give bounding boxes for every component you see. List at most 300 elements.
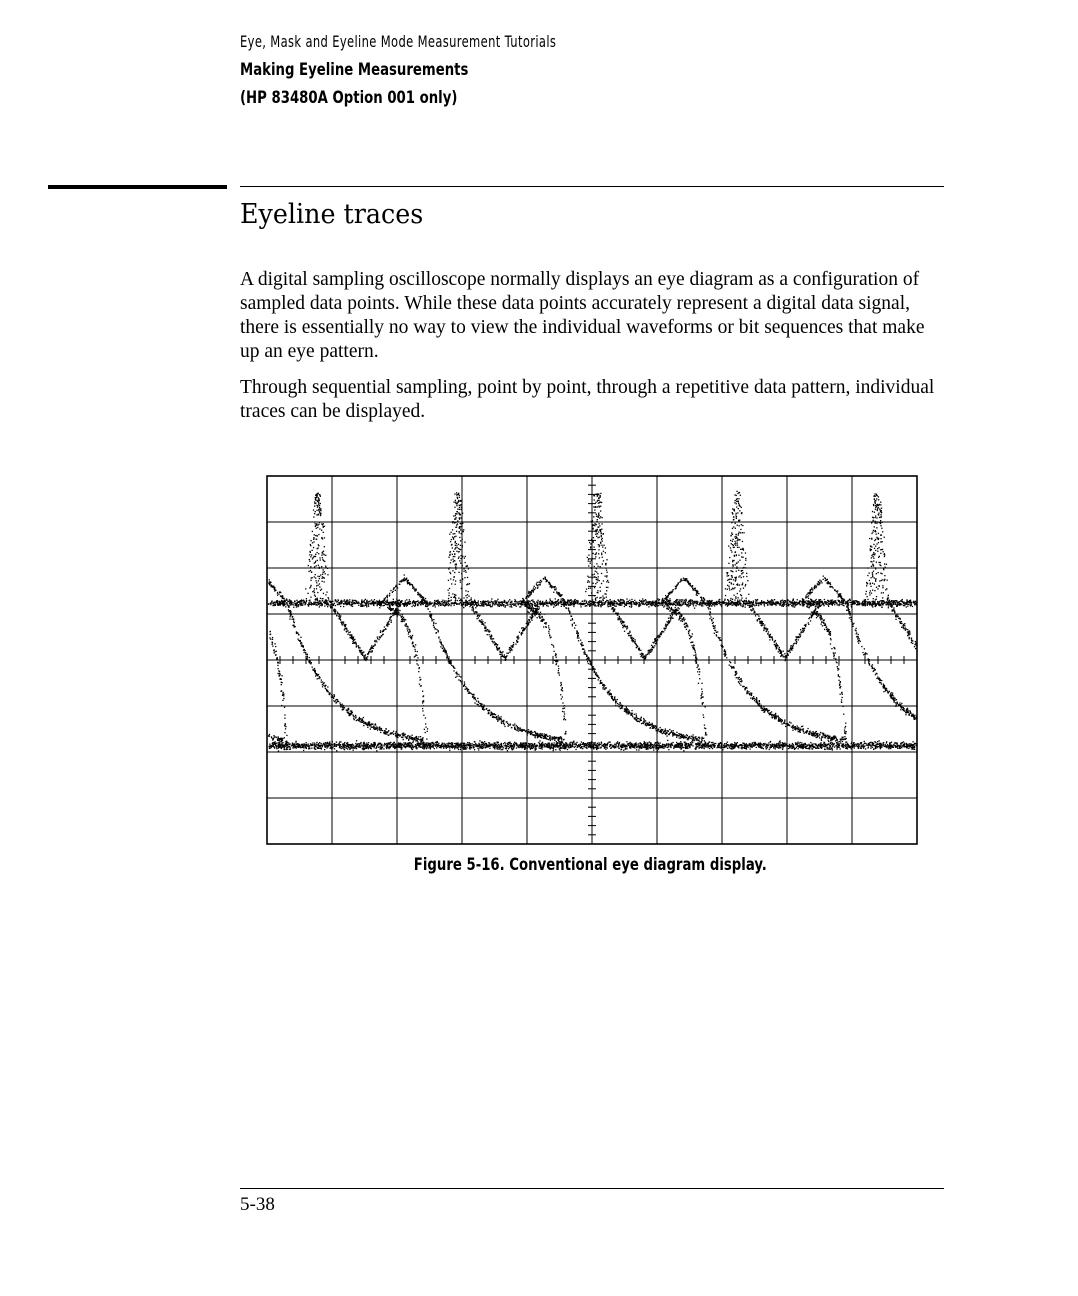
sample-point [495,600,496,601]
sample-point [451,742,452,743]
sample-point [814,747,815,748]
sample-point [353,600,354,601]
sample-point [862,601,863,602]
sample-point [356,740,357,741]
sample-point [509,606,510,607]
sample-point [662,744,663,745]
sample-point [516,744,517,745]
sample-point [693,601,694,602]
sample-point [568,600,569,601]
sample-point [872,747,873,748]
sample-point [293,747,294,748]
sample-point [693,605,694,606]
sample-point [646,749,647,750]
sample-point [614,602,615,603]
sample-point [452,744,453,745]
sample-point [676,601,677,602]
sample-point [652,602,653,603]
sample-point [825,603,826,604]
sample-point [875,746,876,747]
sample-point [310,743,311,744]
sample-point [404,602,405,603]
sample-point [685,602,686,603]
sample-point [674,746,675,747]
sample-point [791,602,792,603]
sample-point [441,601,442,602]
sample-point [646,605,647,606]
sample-point [393,602,394,603]
sample-point [442,743,443,744]
sample-point [649,741,650,742]
sample-point [538,606,539,607]
sample-point [546,602,547,603]
sample-point [593,744,594,745]
sample-point [435,606,436,607]
sample-point [351,604,352,605]
sample-point [324,601,325,602]
sample-point [596,746,597,747]
sample-point [371,599,372,600]
sample-point [829,749,830,750]
sample-point [504,602,505,603]
sample-point [626,601,627,602]
sample-point [379,607,380,608]
sample-point [795,743,796,744]
sample-point [616,606,617,607]
sample-point [682,747,683,748]
sample-point [732,605,733,606]
sample-point [782,604,783,605]
sample-point [902,745,903,746]
sample-point [539,746,540,747]
sample-point [629,600,630,601]
sample-point [775,602,776,603]
sample-point [457,742,458,743]
sample-point [507,602,508,603]
sample-point [293,602,294,603]
sample-point [727,605,728,606]
sample-point [854,747,855,748]
sample-point [510,602,511,603]
sample-point [906,743,907,744]
sample-point [412,742,413,743]
sample-point [292,745,293,746]
sample-point [459,600,460,601]
sample-point [356,601,357,602]
sample-point [455,602,456,603]
sample-point [577,603,578,604]
sample-point [273,744,274,745]
sample-point [301,603,302,604]
sample-point [764,744,765,745]
sample-point [466,745,467,746]
sample-point [338,600,339,601]
sample-point [339,603,340,604]
sample-point [386,743,387,744]
sample-point [578,746,579,747]
sample-point [793,598,794,599]
sample-point [464,602,465,603]
sample-point [798,603,799,604]
sample-point [618,745,619,746]
sample-point [524,742,525,743]
sample-point [617,741,618,742]
sample-point [355,747,356,748]
sample-point [841,600,842,601]
sample-point [909,743,910,744]
sample-point [366,605,367,606]
sample-point [872,602,873,603]
sample-point [481,744,482,745]
sample-point [513,605,514,606]
sample-point [665,746,666,747]
sample-point [776,605,777,606]
sample-point [368,601,369,602]
sample-point [769,749,770,750]
sample-point [454,748,455,749]
sample-point [913,744,914,745]
sample-point [423,604,424,605]
sample-point [672,742,673,743]
sample-point [904,744,905,745]
sample-point [344,742,345,743]
sample-point [565,745,566,746]
sample-point [756,605,757,606]
sample-point [534,601,535,602]
sample-point [361,606,362,607]
sample-point [336,750,337,751]
sample-point [491,601,492,602]
sample-point [623,750,624,751]
sample-point [346,748,347,749]
sample-point [634,600,635,601]
sample-point [900,600,901,601]
sample-point [586,601,587,602]
sample-point [272,605,273,606]
sample-point [514,745,515,746]
sample-point [530,748,531,749]
sample-point [303,750,304,751]
sample-point [519,744,520,745]
sample-point [658,598,659,599]
sample-point [339,741,340,742]
sample-point [366,601,367,602]
sample-point [751,601,752,602]
sample-point [560,747,561,748]
sample-point [699,604,700,605]
sample-point [474,741,475,742]
sample-point [692,745,693,746]
sample-point [667,747,668,748]
sample-point [903,605,904,606]
sample-point [376,601,377,602]
sample-point [558,603,559,604]
sample-point [626,602,627,603]
sample-point [859,603,860,604]
sample-point [545,604,546,605]
sample-point [854,744,855,745]
sample-point [712,742,713,743]
sample-point [797,599,798,600]
sample-point [437,602,438,603]
sample-point [712,748,713,749]
sample-point [276,745,277,746]
sample-point [622,602,623,603]
sample-point [645,599,646,600]
sample-point [544,602,545,603]
sample-point [857,603,858,604]
sample-point [741,605,742,606]
sample-point [497,742,498,743]
sample-point [440,605,441,606]
sample-point [351,605,352,606]
sample-point [352,601,353,602]
sample-point [626,748,627,749]
sample-point [791,605,792,606]
sample-point [422,748,423,749]
sample-point [561,743,562,744]
sample-point [556,601,557,602]
sample-point [540,601,541,602]
sample-point [351,602,352,603]
sample-point [683,603,684,604]
sample-point [315,746,316,747]
sample-point [830,749,831,750]
sample-point [610,742,611,743]
sample-point [849,599,850,600]
sample-point [359,745,360,746]
sample-point [630,601,631,602]
sample-point [770,601,771,602]
sample-point [795,748,796,749]
sample-point [648,606,649,607]
sample-point [702,605,703,606]
sample-point [873,743,874,744]
sample-point [555,601,556,602]
sample-point [683,750,684,751]
sample-point [665,602,666,603]
sample-point [538,742,539,743]
sample-point [909,600,910,601]
sample-point [758,602,759,603]
sample-point [279,603,280,604]
sample-point [277,602,278,603]
sample-point [314,604,315,605]
sample-point [750,748,751,749]
sample-point [681,601,682,602]
sample-point [879,740,880,741]
sample-point [383,748,384,749]
sample-point [651,604,652,605]
sample-point [856,745,857,746]
sample-point [767,600,768,601]
sample-point [276,602,277,603]
sample-point [915,601,916,602]
sample-point [284,745,285,746]
sample-point [774,599,775,600]
sample-point [525,747,526,748]
sample-point [309,745,310,746]
sample-point [455,600,456,601]
sample-point [646,602,647,603]
sample-point [497,599,498,600]
sample-point [314,602,315,603]
sample-point [875,748,876,749]
sample-point [525,603,526,604]
sample-point [463,607,464,608]
sample-point [732,602,733,603]
sample-point [373,602,374,603]
sample-point [625,749,626,750]
sample-point [514,744,515,745]
sample-point [498,744,499,745]
sample-point [487,600,488,601]
sample-point [771,601,772,602]
sample-point [584,601,585,602]
sample-point [664,745,665,746]
sample-point [688,743,689,744]
sample-point [570,745,571,746]
sample-point [286,747,287,748]
sample-point [831,603,832,604]
sample-point [517,745,518,746]
sample-point [555,598,556,599]
sample-point [583,603,584,604]
sample-point [563,604,564,605]
sample-point [832,605,833,606]
sample-point [561,604,562,605]
sample-point [611,747,612,748]
sample-point [827,600,828,601]
sample-point [280,603,281,604]
sample-point [729,747,730,748]
sample-point [552,747,553,748]
sample-point [711,603,712,604]
sample-point [552,603,553,604]
sample-point [633,601,634,602]
sample-point [759,743,760,744]
sample-point [555,605,556,606]
sample-point [519,606,520,607]
sample-point [312,604,313,605]
sample-point [694,608,695,609]
sample-point [843,743,844,744]
sample-point [780,604,781,605]
sample-point [622,747,623,748]
sample-point [893,603,894,604]
sample-point [834,743,835,744]
sample-point [669,598,670,599]
sample-point [428,747,429,748]
sample-point [606,600,607,601]
sample-point [275,605,276,606]
sample-point [551,601,552,602]
sample-point [625,605,626,606]
sample-point [546,600,547,601]
sample-point [621,604,622,605]
sample-point [759,603,760,604]
sample-point [734,742,735,743]
sample-point [665,604,666,605]
sample-point [910,743,911,744]
sample-point [874,602,875,603]
sample-point [799,744,800,745]
sample-point [827,748,828,749]
sample-point [378,604,379,605]
sample-point [508,746,509,747]
sample-point [515,603,516,604]
sample-point [700,600,701,601]
sample-point [271,601,272,602]
sample-point [503,743,504,744]
sample-point [728,604,729,605]
sample-point [763,743,764,744]
sample-point [501,743,502,744]
sample-point [737,602,738,603]
sample-point [682,601,683,602]
sample-point [277,603,278,604]
sample-point [326,602,327,603]
sample-point [411,606,412,607]
sample-point [644,600,645,601]
sample-point [913,602,914,603]
sample-point [464,747,465,748]
sample-point [741,599,742,600]
sample-point [354,603,355,604]
sample-point [429,743,430,744]
sample-point [836,603,837,604]
sample-point [442,600,443,601]
sample-point [378,747,379,748]
sample-point [636,746,637,747]
sample-point [379,600,380,601]
sample-point [360,603,361,604]
sample-point [877,602,878,603]
sample-point [347,603,348,604]
sample-point [483,605,484,606]
sample-point [554,742,555,743]
sample-point [508,748,509,749]
sample-point [903,603,904,604]
sample-point [883,744,884,745]
sample-point [560,750,561,751]
sample-point [771,599,772,600]
sample-point [686,604,687,605]
sample-point [666,743,667,744]
sample-point [351,744,352,745]
sample-point [429,602,430,603]
sample-point [367,602,368,603]
sample-point [537,600,538,601]
sample-point [719,602,720,603]
sample-point [734,599,735,600]
sample-point [415,605,416,606]
sample-point [888,605,889,606]
sample-point [539,747,540,748]
sample-point [877,741,878,742]
sample-point [320,603,321,604]
sample-point [491,606,492,607]
sample-point [676,742,677,743]
sample-point [813,604,814,605]
sample-point [588,601,589,602]
sample-point [511,601,512,602]
sample-point [639,603,640,604]
sample-point [788,600,789,601]
sample-point [762,745,763,746]
sample-point [319,606,320,607]
sample-point [861,742,862,743]
